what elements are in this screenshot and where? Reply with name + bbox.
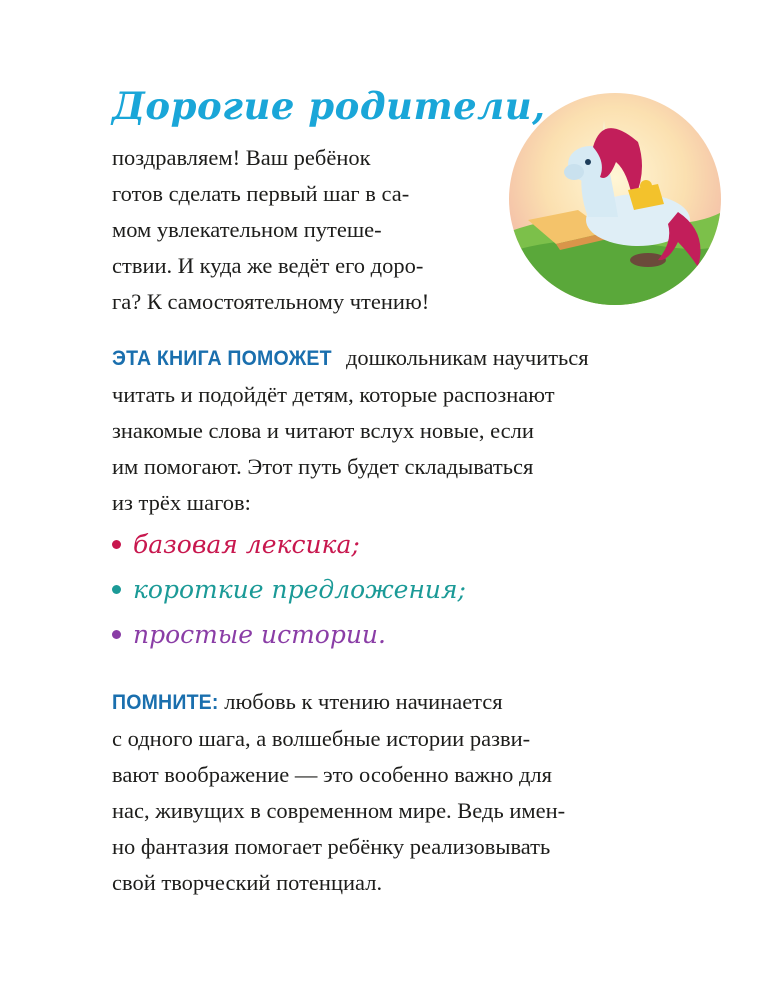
list-item-text: базовая лексика; (133, 530, 360, 559)
list-item (112, 522, 466, 567)
lead-line-rest: любовь к чтению начинается (218, 689, 503, 714)
paragraph-line: знакомые слова и читают вслух новые, если (112, 418, 534, 443)
intro-line: мом увлекательном путеше- (112, 217, 382, 242)
intro-line: ствии. И куда же ведёт его доро- (112, 253, 424, 278)
paragraph-line: читать и подойдёт детям, которые распознают (112, 382, 555, 407)
intro-line: поздравляем! Ваш ребёнок (112, 145, 371, 170)
paragraph-line (112, 340, 589, 377)
paragraph-line: с одного шага, а волшебные истории разви- (112, 726, 531, 751)
paragraph-line: нас, живущих в современном мире. Ведь имен- (112, 798, 566, 823)
bullet-dot-icon (112, 540, 121, 549)
remember-paragraph (112, 684, 565, 901)
intro-line: готов сделать первый шаг в са- (112, 181, 410, 206)
list-item-text: простые истории. (133, 620, 386, 649)
unicorn-reading-book-icon (508, 92, 722, 306)
lead-line-rest: дошкольникам научиться (340, 345, 589, 370)
lead-phrase: ЭТА КНИГА ПОМОЖЕТ (112, 347, 332, 370)
list-item (112, 612, 466, 657)
intro-paragraph (112, 140, 502, 320)
book-purpose-paragraph (112, 340, 589, 521)
lead-phrase: ПОМНИТЕ: (112, 691, 219, 714)
paragraph-line: из трёх шагов: (112, 490, 251, 515)
bullet-dot-icon (112, 585, 121, 594)
steps-list (112, 522, 466, 657)
list-item-text: короткие предложения; (133, 575, 466, 604)
bullet-dot-icon (112, 630, 121, 639)
paragraph-line: свой творческий потенциал. (112, 870, 383, 895)
paragraph-line: но фантазия помогает ребёнку реализовывать (112, 834, 551, 859)
paragraph-line: вают воображение — это особенно важно для (112, 762, 553, 787)
list-item (112, 567, 466, 612)
paragraph-line (112, 684, 565, 721)
page-title: Дорогие родители, (112, 84, 546, 128)
paragraph-line: им помогают. Этот путь будет складываться (112, 454, 534, 479)
intro-line: га? К самостоятельному чтению! (112, 289, 430, 314)
